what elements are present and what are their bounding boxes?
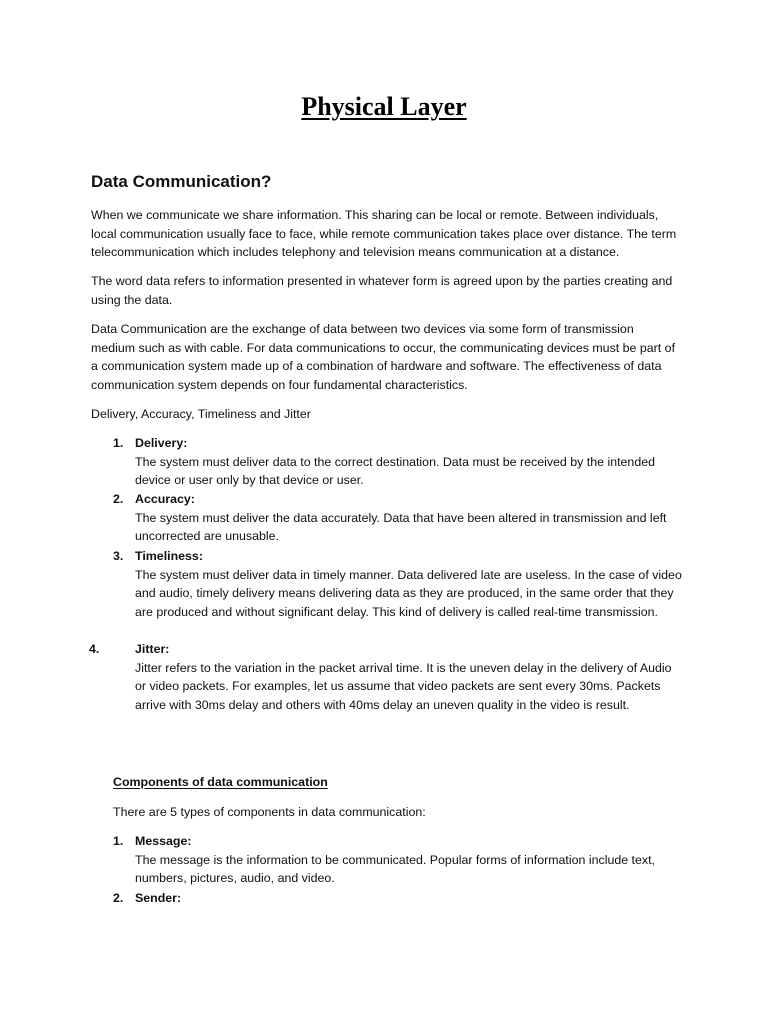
paragraph-characteristics-summary: Delivery, Accuracy, Timeliness and Jitter [91,407,311,421]
list-description: The system must deliver data to the correct destination. Data must be received by the intended device or user only by that device or user. [135,454,655,488]
list-label: Message: [135,834,192,848]
components-heading: Components of data communication [113,775,328,789]
paragraph-communication: When we communicate we share information. This sharing can be local or remote. Between individuals, local communication usually face to face, while remote communication takes place over distance. The term telecommunication which includes telephony and television means communication at a distance. [91,208,677,260]
list-label: Jitter: [135,642,170,656]
list-label: Delivery: [135,436,188,450]
list-number: 1. [113,436,124,450]
list-description: The system must deliver the data accurately. Data that have been altered in transmission and left uncorrected are unusable. [135,510,667,544]
list-description: The message is the information to be communicated. Popular forms of information include text, numbers, pictures, audio, and video. [135,852,655,886]
paragraph-data-communication: Data Communication are the exchange of data between two devices via some form of transmission medium such as with cable. For data communications to occur, the communicating devices must be part of a communication system made up of a combination of hardware and software. The effectiveness of data communication system depends on four fundamental characteristics. [91,322,676,393]
list-number: 2. [113,891,124,905]
list-number: 4. [89,642,100,656]
list-description: The system must deliver data in timely manner. Data delivered late are useless. In the case of video and audio, timely delivery means delivering data as they are produced, in the same order that they are produced and without significant delay. This kind of delivery is called real-time transmission. [135,567,682,620]
list-number: 2. [113,492,124,506]
section-heading: Data Communication? [91,172,272,191]
list-label: Accuracy: [135,492,195,506]
list-number: 1. [113,834,124,848]
page-title: Physical Layer [301,92,467,121]
paragraph-data-definition: The word data refers to information presented in whatever form is agreed upon by the parties creating and using the data. [91,274,673,307]
list-label: Sender: [135,891,182,905]
list-description: Jitter refers to the variation in the packet arrival time. It is the uneven delay in the delivery of Audio or video packets. For examples, let us assume that video packets are sent every 30ms. Packets arrive with 30ms delay and others with 40ms delay an uneven quality in the video is result. [135,660,672,713]
list-label: Timeliness: [135,549,203,563]
list-number: 3. [113,549,124,563]
components-intro: There are 5 types of components in data communication: [113,805,426,819]
